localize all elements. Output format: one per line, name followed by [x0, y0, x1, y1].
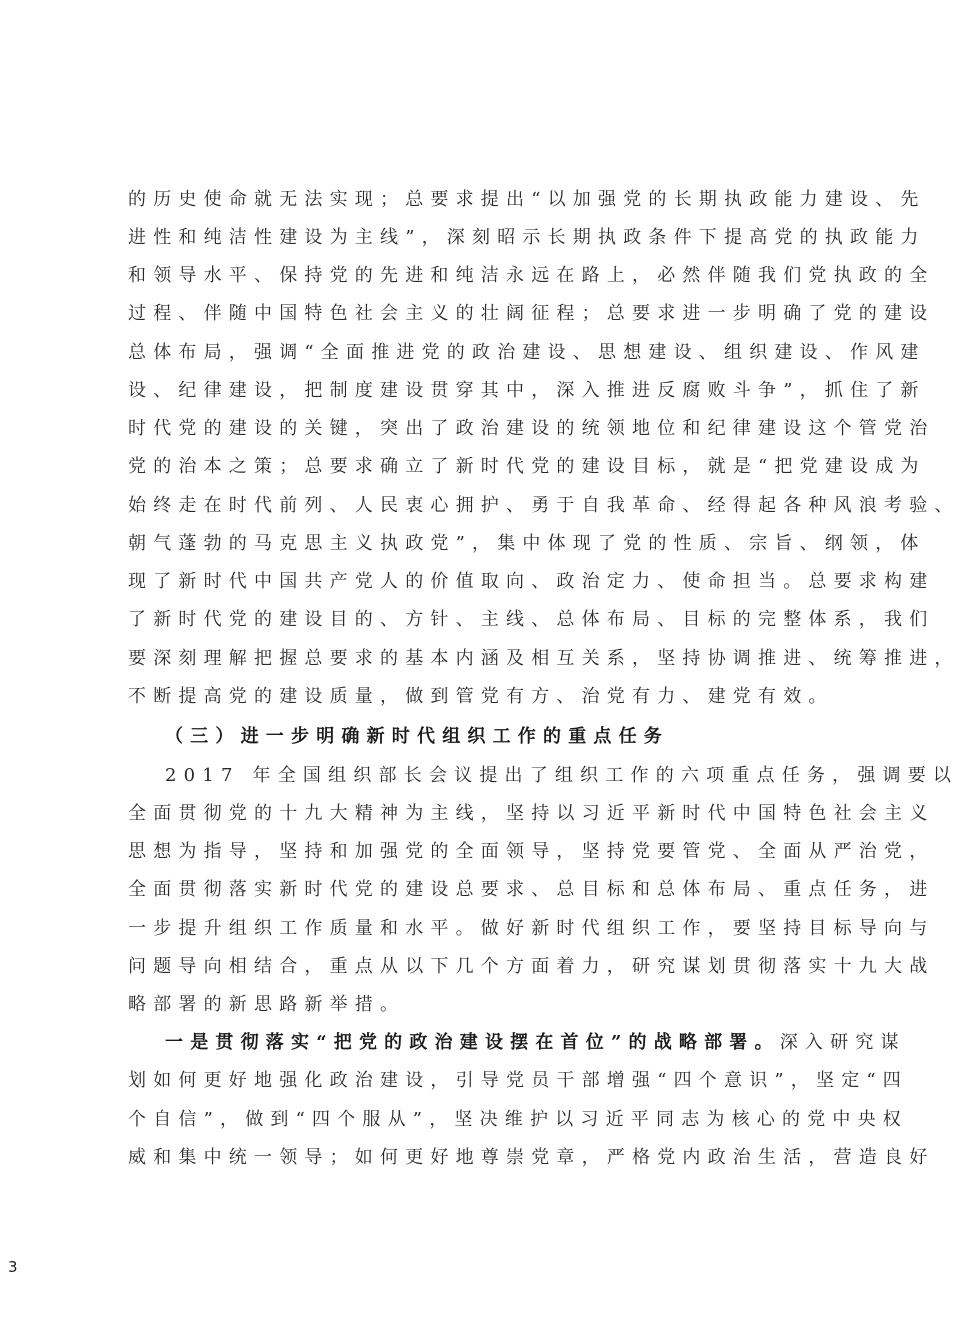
- body-text-line: 始终走在时代前列、人民衷心拥护、勇于自我革命、经得起各种风浪考验、: [128, 495, 960, 516]
- body-text-line: 时代党的建设的关键，突出了政治建设的统领地位和纪律建设这个管党治: [128, 418, 935, 439]
- body-text-line: 进性和纯洁性建设为主线”，深刻昭示长期执政条件下提高党的执政能力: [128, 227, 926, 248]
- body-text-line: 问题导向相结合，重点从以下几个方面着力，研究谋划贯彻落实十九大战: [128, 956, 935, 977]
- body-text-line: 思想为指导，坚持和加强党的全面领导，坚持党要管党、全面从严治党，: [128, 841, 935, 862]
- body-text-line: 党的治本之策；总要求确立了新时代党的建设目标，就是“把党建设成为: [128, 456, 926, 477]
- body-text-line: 和领导水平、保持党的先进和纯洁永远在路上，必然伴随我们党执政的全: [128, 265, 935, 286]
- body-text-line: 个自信”，做到“四个服从”，坚决维护以习近平同志为核心的党中央权: [128, 1109, 909, 1130]
- body-text-line: 总体布局，强调“全面推进党的政治建设、思想建设、组织建设、作风建: [128, 342, 926, 363]
- body-text-line: 设、纪律建设，把制度建设贯穿其中，深入推进反腐败斗争”，抓住了新: [128, 380, 926, 401]
- page-number: 3: [8, 1258, 18, 1276]
- body-text-line: 了新时代党的建设目的、方针、主线、总体布局、目标的完整体系，我们: [128, 609, 935, 630]
- body-text-line: 威和集中统一领导；如何更好地尊崇党章，严格党内政治生活，营造良好: [128, 1147, 935, 1168]
- body-text-line: 过程、伴随中国特色社会主义的壮阔征程；总要求进一步明确了党的建设: [128, 303, 935, 324]
- body-text-line: 不断提高党的建设质量，做到管党有方、治党有力、建党有效。: [128, 686, 834, 707]
- body-text-line: 全面贯彻落实新时代党的建设总要求、总目标和总体布局、重点任务，进: [128, 879, 935, 900]
- lead-continuation: 深入研究谋: [779, 1032, 906, 1053]
- body-text-line: 的历史使命就无法实现；总要求提出“以加强党的长期执政能力建设、先: [128, 189, 926, 210]
- body-text-line: 朝气蓬勃的马克思主义执政党”，集中体现了党的性质、宗旨、纲领，体: [128, 533, 926, 554]
- body-text-line: 要深刻理解把握总要求的基本内涵及相互关系，坚持协调推进、统筹推进，: [128, 648, 960, 669]
- body-text-line: 一步提升组织工作质量和水平。做好新时代组织工作，要坚持目标导向与: [128, 918, 935, 939]
- body-text-line: 划如何更好地强化政治建设，引导党员干部增强“四个意识”，坚定“四: [128, 1070, 909, 1091]
- paragraph-first-line: [165, 1026, 906, 1060]
- section-heading: （三）进一步明确新时代组织工作的重点任务: [165, 726, 669, 747]
- body-text-line: 现了新时代中国共产党人的价值取向、政治定力、使命担当。总要求构建: [128, 571, 935, 592]
- body-text-line: 略部署的新思路新举措。: [128, 994, 406, 1015]
- lead-phrase: 一是贯彻落实“把党的政治建设摆在首位”的战略部署。: [165, 1032, 780, 1053]
- body-text-line: 全面贯彻党的十九大精神为主线，坚持以习近平新时代中国特色社会主义: [128, 803, 935, 824]
- paragraph-first-line: 2017 年全国组织部长会议提出了组织工作的六项重点任务，强调要以: [165, 765, 959, 786]
